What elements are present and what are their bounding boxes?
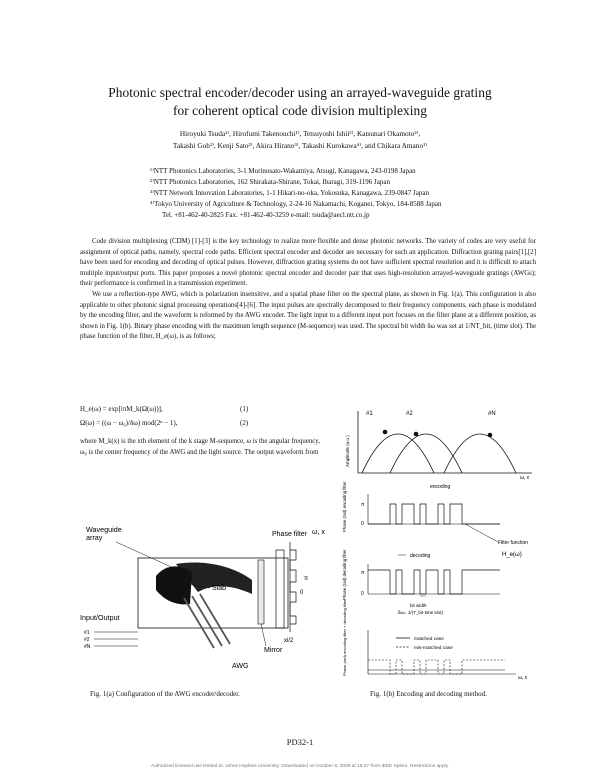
decoding-filter-trace	[368, 570, 500, 594]
phase-filter	[276, 550, 284, 628]
figure-1a-caption: Fig. 1(a) Configuration of the AWG encoder/decoder.	[90, 690, 240, 698]
input-port-1: #1	[84, 630, 90, 636]
decoding-label: decoding	[410, 553, 431, 559]
port-label-n: #N	[488, 411, 496, 417]
waveguide-array-label-line-2: array	[86, 533, 103, 542]
decoding-axis-label: Phase (rad) decoding filter	[342, 549, 347, 600]
focus-point-2	[414, 432, 419, 437]
slab-region	[156, 566, 192, 604]
port-label-2: #2	[406, 411, 413, 417]
mirror-leader	[261, 624, 266, 646]
body-text	[80, 237, 536, 343]
legend-match-label: matched case	[414, 637, 444, 642]
author-list	[70, 128, 530, 151]
awg-label: AWG	[232, 663, 249, 670]
affiliation-4: ⁴⁾Tokyo University of Agriculture & Technology, 2-24-16 Nakamachi, Koganei, Tokyo, 184-8588 Japan	[150, 200, 442, 208]
fig-1b-filter-plot	[340, 480, 540, 685]
focus-point-1	[383, 430, 388, 435]
decoding-zero-tick: 0	[361, 591, 364, 597]
input-fibers	[94, 632, 138, 646]
combined-x-label: ω, x	[518, 675, 528, 681]
authors-line-1: Hiroyuki Tsuda¹⁾, Hirofumi Takenouchi¹⁾, Tetsuyoshi Ishii²⁾, Katsunari Okamoto²⁾,	[179, 129, 421, 138]
equation-1	[80, 405, 320, 419]
equation-block	[80, 405, 320, 433]
waveguide-array-leader	[116, 542, 178, 570]
paragraph-3: where M_k(x) is the xth element of the k stage M-sequence, ω is the angular frequency, ω₀ is the center frequency of the AWG and the light source. The output waveform from	[80, 438, 320, 456]
spectrum-curve-n	[444, 434, 516, 473]
affiliation-2: ²⁾NTT Photonics Laboratories, 162 Shirakata-Shirane, Tokai, Ibaragi, 319-1196 Japan	[150, 178, 390, 186]
spectrum-curve-1	[362, 434, 434, 473]
delta-omega-label: δω= 1/(T_bit·time slot)	[398, 610, 443, 615]
input-port-n: #N	[84, 644, 91, 650]
paper-id: PD32-1	[286, 737, 314, 747]
filter-function-label: Filter function	[498, 540, 529, 546]
affiliation-3: ³⁾NTT Network Innovation Laboratories, 1-1 Hikari-no-oka, Yokosuka, Kanagawa, 239-0847 Japan	[150, 189, 429, 197]
fig-1a-awg-diagram	[80, 520, 340, 685]
waveguide-array-label-line-1: Waveguide	[86, 525, 122, 534]
encoding-axis-label: Phase (rad) encoding filter	[342, 481, 347, 532]
mirror-label: Mirror	[264, 647, 283, 654]
equation-2-expression: Ω(ω) = ((ω − ω₀)/δω) mod(2ⁿ − 1),	[80, 419, 178, 427]
encoding-pi-tick: π	[361, 502, 365, 508]
encoding-zero-tick: 0	[361, 521, 364, 527]
affiliations	[150, 166, 550, 221]
port-label-1: #1	[366, 411, 373, 417]
equation-1-number: (1)	[240, 405, 249, 413]
figure-1b-caption: Fig. 1(b) Encoding and decoding method.	[370, 690, 487, 698]
input-waveguides	[184, 594, 230, 648]
mirror	[258, 560, 264, 624]
slab-label: Slab	[212, 585, 227, 592]
fig-1b-amplitude-plot	[340, 405, 540, 480]
equation-2	[80, 419, 320, 433]
phase-filter-label: Phase filter	[272, 531, 308, 538]
paragraph-2: We use a reflection-type AWG, which is polarization insensitive, and a spatial phase filter on the spectral plane, as shown in Fig. 1(a). This configuration is also applicable to other photonic signal processing operations[4]-[6]. The input pulses are spectrally decomposed to their frequency components, each phase is modulated by the encoding filter, and the waveform is reformed by the AWG encoder. The light input to a different input port focuses on the filter plane at a different position, as shown in Fig. 1(b). Binary phase encoding with the maximum length sequence (M-sequence) was used. The spectral bit width δω was set at 1/NT_bit, (time slot). The phase function of the filter, H_e(ω), is as follows;	[80, 290, 536, 341]
amplitude-x-label: ω, x	[520, 475, 530, 480]
license-notice: Authorized licensed use limited to: Johns Hopkins University. Downloaded on October 6, 2009 at 16:27 from IEEE Xplore. Restrictions apply.	[151, 764, 449, 769]
equation-2-number: (2)	[240, 419, 249, 427]
equation-1-expression: H_e(ω) = exp[iπM_k(Ω(ω))],	[80, 405, 163, 413]
affiliation-1: ¹⁾NTT Photonics Laboratories, 3-1 Morinosato-Wakamiya, Atsugi, Kanagawa, 243-0198 Japan	[150, 167, 416, 175]
authors-line-2: Takashi Goh²⁾, Kenji Sato³⁾, Akira Hirano³⁾, Takashi Kurokawa⁴⁾, and Chikara Amano¹⁾	[172, 140, 428, 150]
combined-axis-label: Phase (rad) encoding filter + decoding filter	[342, 599, 347, 676]
legend-mismatch-label: mis-matched case	[414, 646, 453, 651]
post-equation-text	[80, 437, 320, 458]
filter-function-symbol: H_e(ω)	[502, 552, 522, 558]
waveguide-array-label	[86, 525, 122, 542]
contact-info: Tel. +81-462-40-2825 Fax. +81-462-40-3259 e-mail: tsuda@aecl.ntt.co.jp	[162, 211, 370, 219]
amplitude-axis-label: Amplitude (a.u.)	[345, 435, 350, 467]
input-output-label: Input/Output	[80, 613, 120, 622]
decoding-pi-tick: π	[361, 570, 365, 576]
bit-width-label: bit width	[410, 603, 427, 608]
focus-point-n	[488, 433, 493, 438]
paragraph-1: Code division multiplexing (CDM) [1]-[3] is the key technology to realize more flexible and dense photonic networks. The variety of codes are very useful for assignment of optical paths, namely, spectral code paths. Efficient spectral encoder and decoder are necessary for such an application. Diffraction grating pairs[1],[2] have been used for encoding and decoding of optical pulses. However, diffraction grating systems do not have sufficient spectral resolution and it is difficult to attach multiple input/output ports. This paper proposes a novel photonic spectral encoder and decoder pair that uses high-resolution arrayed-waveguide gratings (AWGs); their performance is confirmed in a transmission experiment.	[80, 238, 536, 288]
spectrum-curve-2	[390, 434, 462, 473]
phase-pi-tick: π	[304, 576, 309, 582]
phase-filter-profile	[290, 550, 296, 624]
phase-zero-tick: 0	[300, 590, 304, 596]
phase-filter-axis-label: ω, x	[312, 529, 325, 536]
mismatch-trace	[368, 660, 505, 674]
filter-function-leader	[465, 524, 498, 542]
input-port-2: #2	[84, 637, 90, 643]
paper-title-line-1: Photonic spectral encoder/decoder using an arrayed-waveguide grating	[108, 85, 492, 100]
phase-filter-length: xi/2	[284, 638, 294, 644]
paper-title-line-2: for coherent optical code division multiplexing	[172, 103, 428, 118]
encoding-filter-trace	[368, 504, 500, 524]
encoding-label: encoding	[430, 484, 451, 490]
